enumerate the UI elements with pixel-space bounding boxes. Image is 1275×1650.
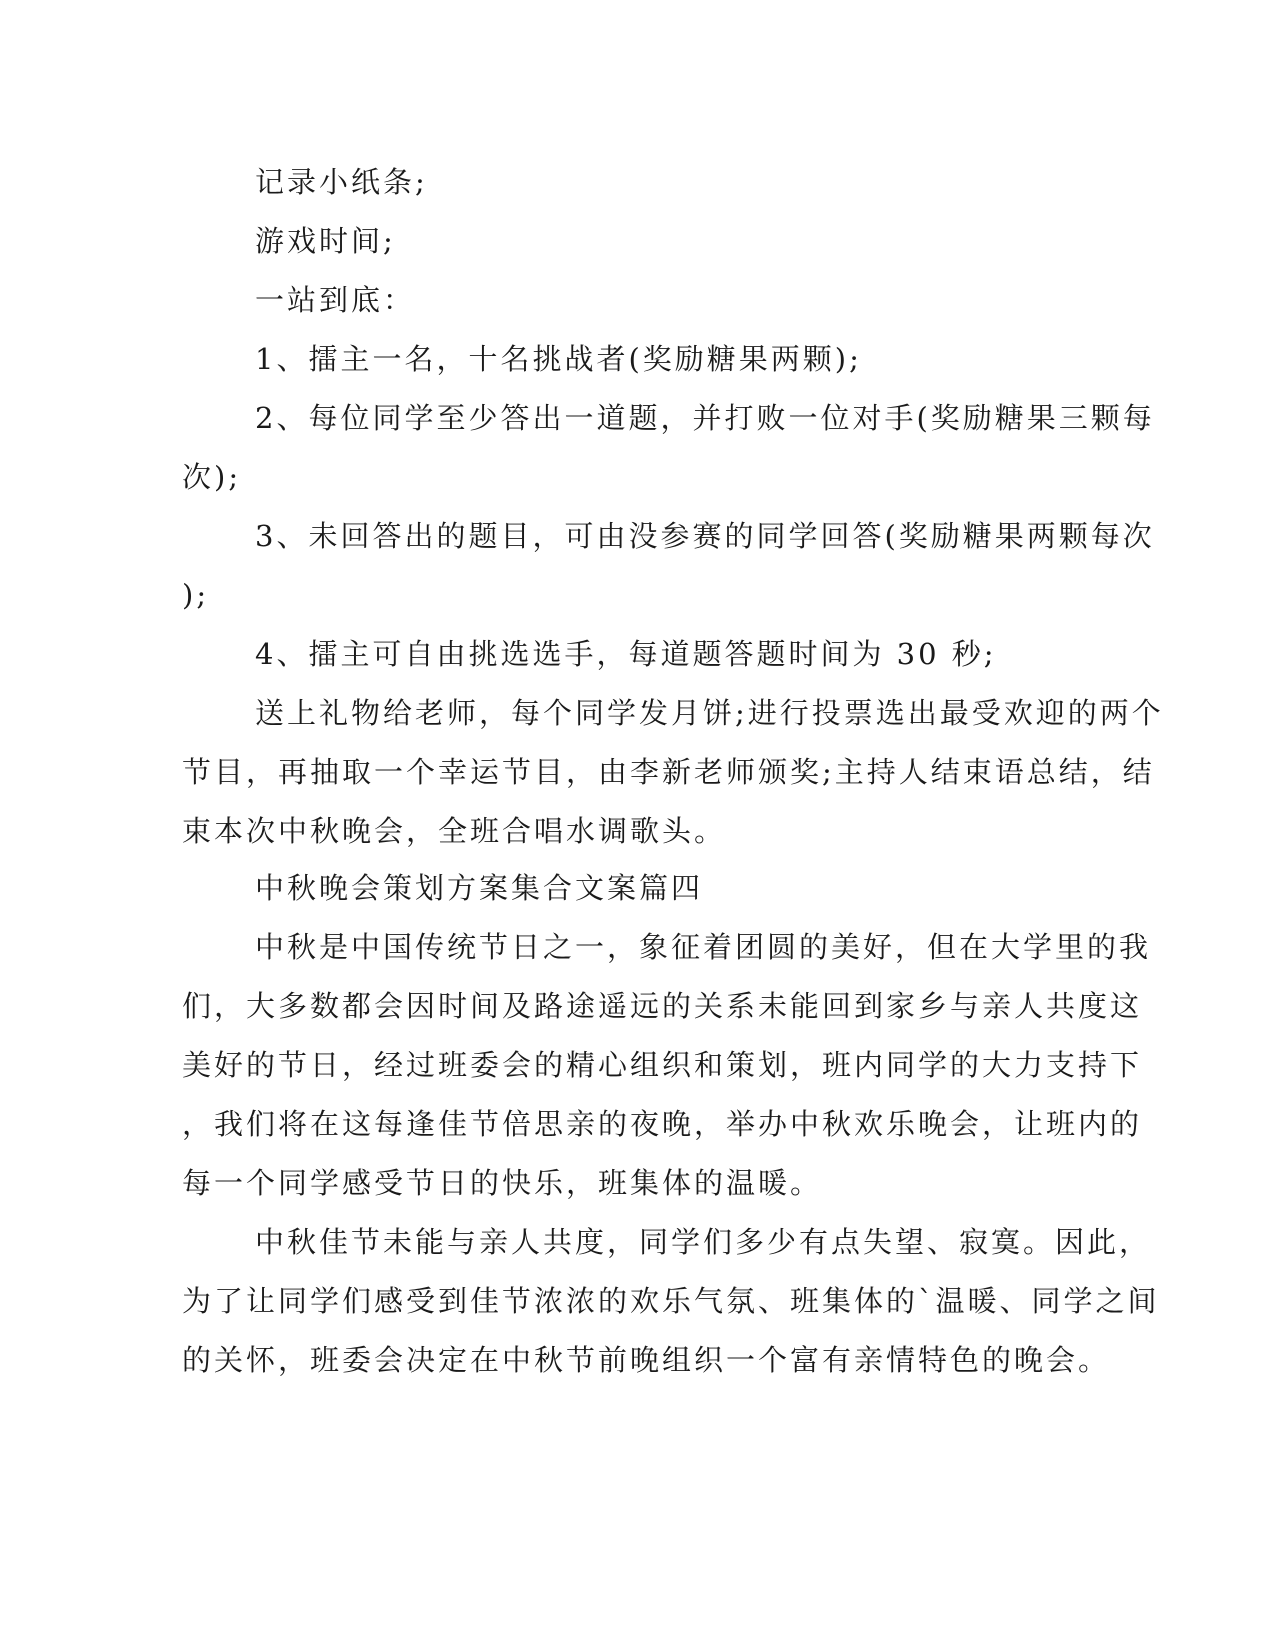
text-line: 一站到底：: [255, 283, 416, 317]
paragraph-line: 节目，再抽取一个幸运节目，由李新老师颁奖;主持人结束语总结，结: [182, 755, 1155, 789]
paragraph-line: 中秋佳节未能与亲人共度，同学们多少有点失望、寂寞。因此，: [255, 1225, 1152, 1259]
paragraph-line: 们，大多数都会因时间及路途遥远的关系未能回到家乡与亲人共度这: [182, 989, 1143, 1023]
paragraph-line: ，我们将在这每逢佳节倍思亲的夜晚，举办中秋欢乐晚会，让班内的: [182, 1107, 1143, 1141]
paragraph-line: 美好的节日，经过班委会的精心组织和策划，班内同学的大力支持下: [182, 1048, 1143, 1082]
list-item-continuation: );: [182, 578, 210, 612]
list-item: 3、未回答出的题目，可由没参赛的同学回答(奖励糖果两颗每次: [255, 519, 1155, 553]
text-line: 游戏时间;: [255, 224, 396, 258]
list-item: 4、擂主可自由挑选选手，每道题答题时间为 30 秒;: [255, 637, 997, 671]
paragraph-line: 的关怀，班委会决定在中秋节前晚组织一个富有亲情特色的晚会。: [182, 1343, 1111, 1377]
list-item: 1、擂主一名，十名挑战者(奖励糖果两颗);: [255, 342, 862, 376]
paragraph-line: 束本次中秋晚会，全班合唱水调歌头。: [182, 814, 727, 848]
paragraph-line: 每一个同学感受节日的快乐，班集体的温暖。: [182, 1166, 823, 1200]
list-item: 2、每位同学至少答出一道题，并打败一位对手(奖励糖果三颗每: [255, 401, 1155, 435]
text-line: 记录小纸条;: [255, 165, 428, 199]
list-item-continuation: 次);: [182, 460, 242, 494]
paragraph-line: 为了让同学们感受到佳节浓浓的欢乐气氛、班集体的`温暖、同学之间: [182, 1284, 1160, 1318]
paragraph-line: 中秋是中国传统节日之一，象征着团圆的美好，但在大学里的我: [255, 930, 1152, 964]
section-heading: 中秋晚会策划方案集合文案篇四: [255, 871, 704, 905]
paragraph-line: 送上礼物给老师，每个同学发月饼;进行投票选出最受欢迎的两个: [255, 696, 1164, 730]
